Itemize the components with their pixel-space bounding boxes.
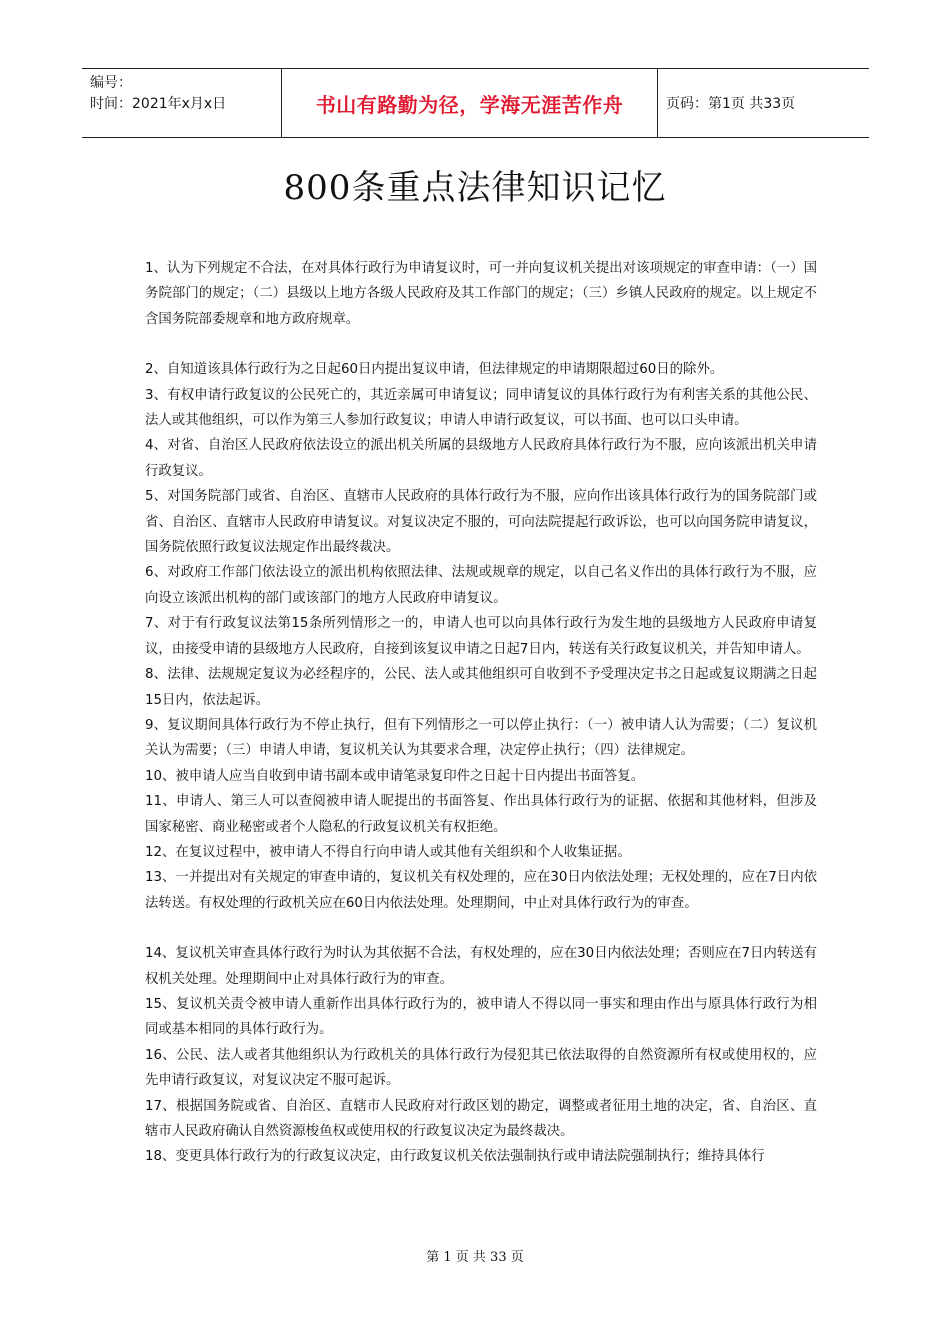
document-header	[82, 68, 869, 138]
law-item: 1、认为下列规定不合法，在对具体行政行为申请复议时，可一并向复议机关提出对该项规定的审查申请：（一）国务院部门的规定；（二）县级以上地方各级人民政府及其工作部门的规定；（三）乡镇人民政府的规定。以上规定不含国务院部委规章和地方政府规章。	[145, 261, 817, 327]
law-item: 5、对国务院部门或省、自治区、直辖市人民政府的具体行政行为不服，应向作出该具体行政行为的国务院部门或省、自治区、直辖市人民政府申请复议。对复议决定不服的，可向法院提起行政诉讼，也可以向国务院申请复议，国务院依照行政复议法规定作出最终裁决。	[145, 489, 817, 556]
law-item: 18、变更具体行政行为的行政复议决定，由行政复议机关依法强制执行或申请法院强制执行；维持具体行	[145, 1149, 765, 1165]
law-item: 2、自知道该具体行政行为之日起60日内提出复议申请，但法律规定的申请期限超过60日的除外。	[145, 362, 724, 378]
law-item: 14、复议机关审查具体行政行为时认为其依据不合法，有权处理的，应在30日内依法处理；否则应在7日内转送有权机关处理。处理期间中止对具体行政行为的审查。	[145, 946, 817, 987]
law-item: 16、公民、法人或者其他组织认为行政机关的具体行政行为侵犯其已依法取得的自然资源所有权或使用权的，应先申请行政复议，对复议决定不服可起诉。	[145, 1047, 817, 1089]
law-item: 6、对政府工作部门依法设立的派出机构依照法律、法规或规章的规定，以自己名义作出的具体行政行为不服，应向设立该派出机构的部门或该部门的地方人民政府申请复议。	[145, 565, 817, 606]
law-item: 9、复议期间具体行政行为不停止执行，但有下列情形之一可以停止执行：（一）被申请人认为需要；（二）复议机关认为需要；（三）申请人申请，复议机关认为其要求合理，决定停止执行；（四）法律规定。	[145, 717, 817, 759]
law-item: 13、一并提出对有关规定的审查申请的，复议机关有权处理的，应在30日内依法处理；无权处理的，应在7日内依法转送。有权处理的行政机关应在60日内依法处理。处理期间，中止对具体行政行为的审查。	[145, 870, 817, 911]
law-item: 11、申请人、第三人可以查阅被申请人昵提出的书面答复、作出具体行政行为的证据、依据和其他材料，但涉及国家秘密、商业秘密或者个人隐私的行政复议机关有权拒绝。	[145, 794, 817, 835]
time-label: 时间：2021年x月x日	[90, 96, 227, 112]
header-motto: 书山有路勤为径，学海无涯苦作舟	[282, 69, 658, 137]
document-body	[145, 256, 817, 1170]
law-item: 10、被申请人应当自收到申请书副本或申请笔录复印件之日起十日内提出书面答复。	[145, 768, 645, 784]
page-footer: 第 1 页 共 33 页	[426, 1250, 524, 1265]
law-item: 12、在复议过程中，被申请人不得自行向申请人或其他有关组织和个人收集证据。	[145, 844, 631, 860]
law-item: 8、法律、法规规定复议为必经程序的，公民、法人或其他组织可自收到不予受理决定书之日起或复议期满之日起15日内，依法起诉。	[145, 667, 817, 708]
header-meta	[82, 69, 282, 137]
law-item: 7、对于有行政复议法第15条所列情形之一的，申请人也可以向具体行政行为发生地的县级地方人民政府申请复议，由接受申请的县级地方人民政府，自接到该复议申请之日起7日内，转送有关行政复议机关，并告知申请人。	[145, 616, 817, 657]
law-item: 3、有权申请行政复议的公民死亡的，其近亲属可申请复议；同申请复议的具体行政行为有利害关系的其他公民、法人或其他组织，可以作为第三人参加行政复议；申请人申请行政复议，可以书面、也可以口头申请。	[145, 387, 817, 429]
document-title: 800条重点法律知识记忆	[283, 168, 667, 208]
law-item: 4、对省、自治区人民政府依法设立的派出机关所属的县级地方人民政府具体行政行为不服，应向该派出机关申请行政复议。	[145, 438, 817, 479]
number-label: 编号：	[90, 75, 132, 91]
law-item: 17、根据国务院或省、自治区、直辖市人民政府对行政区划的勘定，调整或者征用土地的决定，省、自治区、直辖市人民政府确认自然资源梭鱼权或使用权的行政复议决定为最终裁决。	[145, 1098, 817, 1139]
header-page-info: 页码：第1页 共33页	[666, 96, 796, 112]
law-item: 15、复议机关责令被申请人重新作出具体行政行为的，被申请人不得以同一事实和理由作出与原具体行政行为相同或基本相同的具体行政行为。	[145, 996, 817, 1038]
